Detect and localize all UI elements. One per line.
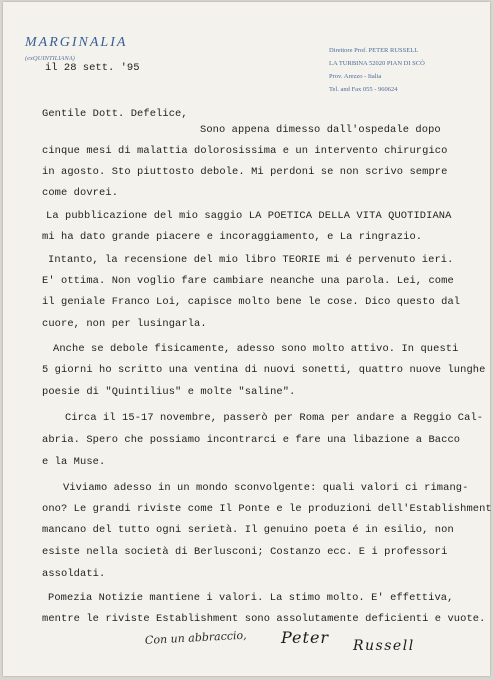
letterhead-director: Direttore Prof. PETER RUSSELL [329,47,419,54]
letter-line: in agosto. Sto piuttosto debole. Mi perdoni se non scrivo sempre [42,166,448,178]
letter-line: 5 giorni ho scritto una ventina di nuovi sonetti, quattro nuove lunghe [42,364,486,376]
letter-line: il geniale Franco Loi, capisce molto bene le cose. Dico questo dal [42,296,461,308]
letter-line: cuore, non per lusingarla. [42,318,207,330]
letter-sheet [3,2,490,676]
letterhead-address-line1: LA TURBINA 52020 PIAN DI SCÒ [329,60,425,67]
letter-line: Circa il 15-17 novembre, passerò per Roma per andare a Reggio Cal- [65,412,484,424]
letter-line: Gentile Dott. Defelice, [42,108,188,120]
letter-line: mentre le riviste Establishment sono assolutamente deficienti e vuote. [42,613,486,625]
letter-line: mancano del tutto ogni serietà. Il genuino poeta é in esilio, non [42,524,454,536]
letter-line: Intanto, la recensione del mio libro TEORIE mi é pervenuto ieri. [48,254,454,266]
letter-line: abria. Spero che possiamo incontrarci e fare una libazione a Bacco [42,434,461,446]
letter-line: come dovrei. [42,187,119,199]
letterhead-brand-sub: (exQUINTILIANA) [25,55,75,62]
letter-line: ono? Le grandi riviste come Il Ponte e le produzioni dell'Establishment [42,503,492,515]
letterhead-phone: Tel. and Fax 055 - 960624 [329,86,398,93]
signature-last-name: Russell [353,638,415,654]
letter-line: esiste nella società di Berlusconi; Costanzo ecc. E i professori [42,546,448,558]
letter-line: Pomezia Notizie mantiene i valori. La stimo molto. E' effettiva, [48,592,454,604]
letter-line: cinque mesi di malattia dolorosissima e un intervento chirurgico [42,145,448,157]
letter-line: e la Muse. [42,456,106,468]
letter-line: assoldati. [42,568,106,580]
closing-handwritten: Con un abbraccio, [144,628,247,647]
letter-line: Sono appena dimesso dall'ospedale dopo [200,124,441,136]
letter-line: poesie di "Quintilius" e molte "saline". [42,386,296,398]
letter-body [3,2,490,676]
letter-line: Viviamo adesso in un mondo sconvolgente: quali valori ci rimang- [63,482,469,494]
letter-line: mi ha dato grande piacere e incoraggiamento, e La ringrazio. [42,231,423,243]
letter-line: E' ottima. Non voglio fare cambiare neanche una parola. Lei, come [42,275,454,287]
letter-date: il 28 sett. '95 [45,62,140,74]
letter-line: Anche se debole fisicamente, adesso sono molto attivo. In questi [53,343,459,355]
letterhead-address-line2: Prov. Arezzo - Italia [329,73,382,80]
letterhead-brand: MARGINALIA [25,35,128,50]
signature-first-name: Peter [281,628,330,647]
letter-line: La pubblicazione del mio saggio LA POETICA DELLA VITA QUOTIDIANA [46,210,452,222]
